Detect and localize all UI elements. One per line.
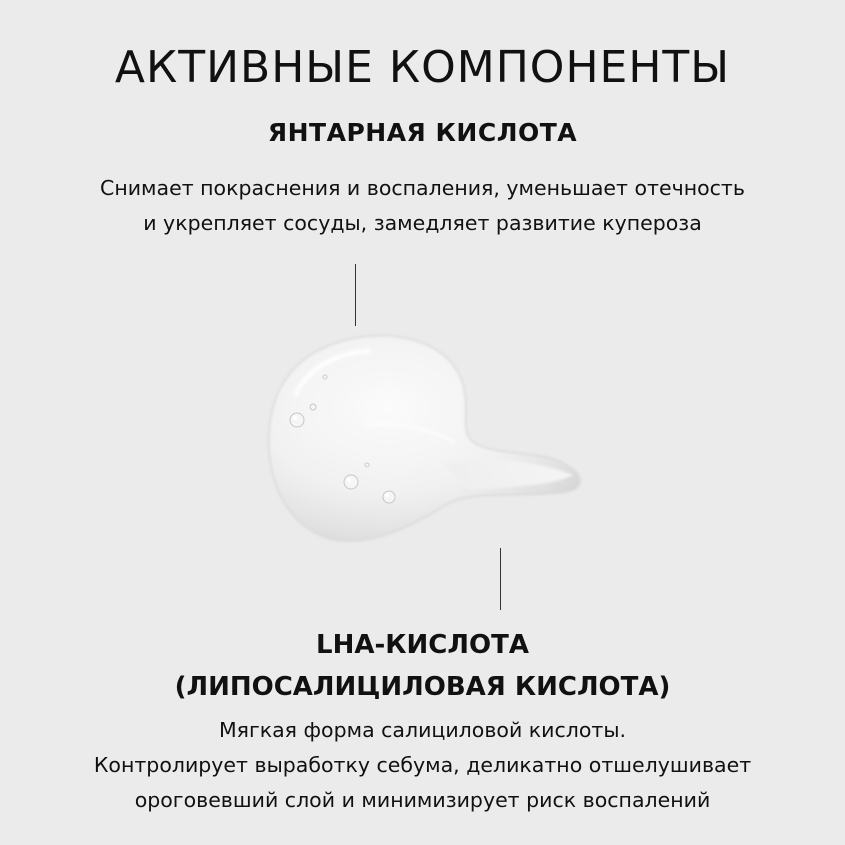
gel-texture-image [255,325,595,555]
ingredient-1-description-line-2: и укрепляет сосуды, замедляет развитие купероза [143,211,702,235]
ingredient-1-description-line-1: Снимает покраснения и воспаления, уменьшает отечность [100,176,745,200]
pointer-line-bottom [500,548,501,610]
ingredient-1-name: ЯНТАРНАЯ КИСЛОТА [267,118,578,147]
ingredient-2-description-line-3: ороговевший слой и минимизирует риск воспалений [134,788,711,812]
ingredient-2-name-line-2: (ЛИПОСАЛИЦИЛОВАЯ КИСЛОТА) [174,672,671,702]
ingredient-2-description [0,713,845,818]
ingredient-2-description-line-1: Мягкая форма салициловой кислоты. [218,718,627,742]
pointer-line-top [355,264,356,326]
ingredient-1-description [0,171,845,241]
ingredient-2-name-line-1: LHA-КИСЛОТА [316,630,529,660]
gel-blob [269,336,580,542]
ingredient-2-name [0,624,845,708]
page-title: АКТИВНЫЕ КОМПОНЕНТЫ [114,42,731,93]
ingredient-2-description-line-2: Контролирует выработку себума, деликатно отшелушивает [93,753,752,777]
